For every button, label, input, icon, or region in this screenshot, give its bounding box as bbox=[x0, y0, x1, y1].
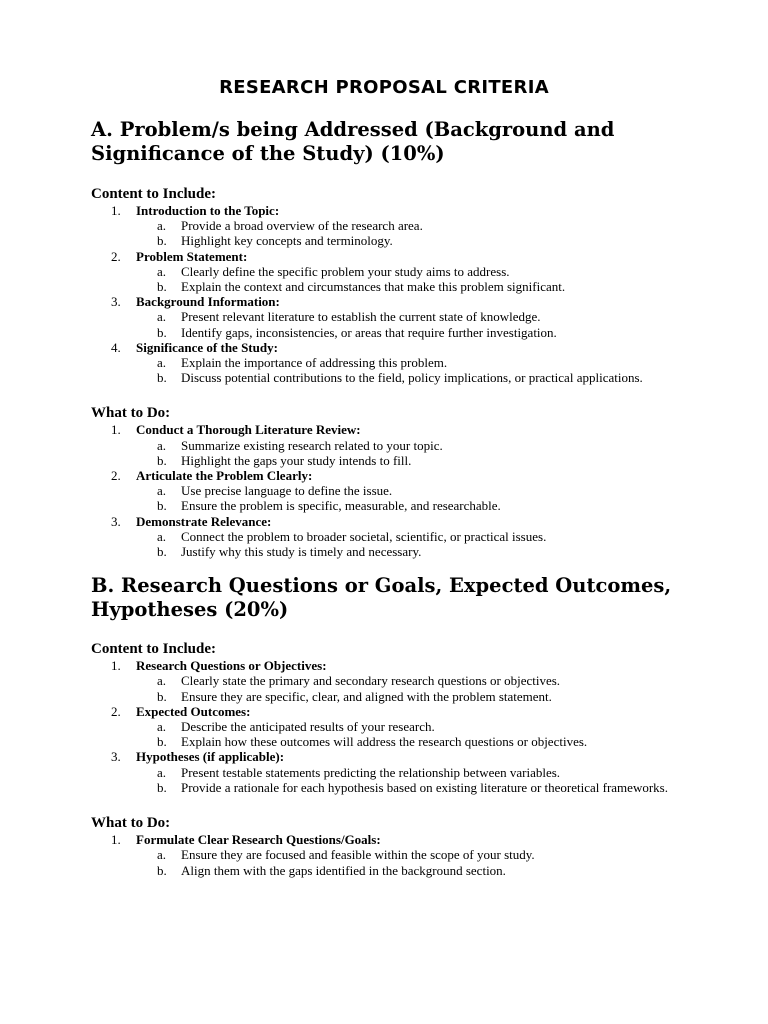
sub-list bbox=[136, 264, 691, 294]
sub-item bbox=[136, 498, 691, 513]
sub-letter: a. bbox=[157, 355, 167, 371]
section-a-todo-heading: What to Do: bbox=[91, 405, 171, 422]
item-number: 3. bbox=[111, 749, 121, 765]
sub-letter: a. bbox=[157, 218, 167, 234]
sub-letter: a. bbox=[157, 719, 167, 735]
list-item bbox=[91, 203, 691, 249]
sub-letter: a. bbox=[157, 437, 167, 453]
sub-text: Identify gaps, inconsistencies, or areas that require further investigation. bbox=[181, 324, 557, 340]
item-title: Conduct a Thorough Literature Review: bbox=[136, 422, 361, 438]
sub-letter: b. bbox=[157, 370, 167, 386]
sub-item bbox=[136, 233, 691, 248]
item-title: Problem Statement: bbox=[136, 248, 248, 264]
sub-letter: b. bbox=[157, 862, 167, 878]
sub-item bbox=[136, 734, 691, 749]
sub-item bbox=[136, 355, 691, 370]
sub-text: Provide a rationale for each hypothesis based on existing literature or theoretical frameworks. bbox=[181, 779, 668, 795]
list-item bbox=[91, 658, 691, 704]
list-item bbox=[91, 294, 691, 340]
item-number: 2. bbox=[111, 468, 121, 484]
sub-text: Ensure the problem is specific, measurable, and researchable. bbox=[181, 498, 501, 514]
sub-list bbox=[136, 218, 691, 248]
document-body bbox=[91, 118, 691, 878]
sub-letter: a. bbox=[157, 673, 167, 689]
item-title: Introduction to the Topic: bbox=[136, 203, 280, 218]
item-number: 2. bbox=[111, 703, 121, 719]
sub-letter: b. bbox=[157, 734, 167, 750]
item-title: Research Questions or Objectives: bbox=[136, 658, 327, 674]
sub-letter: b. bbox=[157, 544, 167, 560]
sub-letter: b. bbox=[157, 688, 167, 704]
list-item bbox=[91, 468, 691, 514]
sub-text: Explain the importance of addressing this problem. bbox=[181, 355, 448, 371]
sub-item bbox=[136, 780, 691, 795]
sub-item bbox=[136, 689, 691, 704]
sub-text: Present relevant literature to establish the current state of knowledge. bbox=[181, 309, 541, 325]
sub-letter: b. bbox=[157, 233, 167, 249]
list-item bbox=[91, 832, 691, 878]
item-number: 3. bbox=[111, 294, 121, 310]
sub-item bbox=[136, 719, 691, 734]
item-title: Formulate Clear Research Questions/Goals: bbox=[136, 832, 381, 848]
sub-list bbox=[136, 847, 691, 877]
sub-item bbox=[136, 544, 691, 559]
sub-letter: a. bbox=[157, 309, 167, 325]
section-b-content-list bbox=[91, 658, 691, 795]
item-number: 1. bbox=[111, 832, 121, 848]
list-item bbox=[91, 749, 691, 795]
item-number: 1. bbox=[111, 658, 121, 674]
sub-text: Align them with the gaps identified in the background section. bbox=[181, 862, 506, 878]
sub-item bbox=[136, 264, 691, 279]
sub-item bbox=[136, 863, 691, 878]
sub-list bbox=[136, 673, 691, 703]
section-b-heading: B. Research Questions or Goals, Expected Outcomes, Hypotheses (20%) bbox=[91, 574, 672, 622]
sub-text: Highlight the gaps your study intends to fill. bbox=[181, 452, 412, 468]
sub-text: Discuss potential contributions to the field, policy implications, or practical applications. bbox=[181, 370, 643, 386]
sub-list bbox=[136, 438, 691, 468]
list-item bbox=[91, 514, 691, 560]
sub-text: Connect the problem to broader societal, scientific, or practical issues. bbox=[181, 528, 547, 544]
item-number: 3. bbox=[111, 513, 121, 529]
sub-letter: b. bbox=[157, 324, 167, 340]
sub-letter: b. bbox=[157, 498, 167, 514]
sub-text: Use precise language to define the issue. bbox=[181, 483, 393, 499]
section-a-content-list bbox=[91, 203, 691, 385]
sub-item bbox=[136, 847, 691, 862]
sub-item bbox=[136, 325, 691, 340]
sub-text: Provide a broad overview of the research area. bbox=[181, 218, 423, 234]
sub-item bbox=[136, 218, 691, 233]
item-title: Background Information: bbox=[136, 294, 280, 310]
sub-item bbox=[136, 309, 691, 324]
sub-text: Clearly state the primary and secondary research questions or objectives. bbox=[181, 673, 561, 689]
sub-text: Describe the anticipated results of your research. bbox=[181, 719, 435, 735]
sub-text: Ensure they are focused and feasible within the scope of your study. bbox=[181, 847, 535, 863]
sub-list bbox=[136, 765, 691, 795]
section-b-content-heading: Content to Include: bbox=[91, 641, 217, 658]
sub-letter: b. bbox=[157, 279, 167, 295]
section-a-todo-list bbox=[91, 422, 691, 559]
document-title: RESEARCH PROPOSAL CRITERIA bbox=[219, 77, 549, 98]
item-number: 4. bbox=[111, 339, 121, 355]
sub-item bbox=[136, 673, 691, 688]
item-number: 2. bbox=[111, 248, 121, 264]
sub-letter: b. bbox=[157, 452, 167, 468]
sub-item bbox=[136, 370, 691, 385]
sub-text: Highlight key concepts and terminology. bbox=[181, 233, 393, 249]
item-title: Significance of the Study: bbox=[136, 339, 278, 355]
item-number: 1. bbox=[111, 422, 121, 438]
sub-text: Explain how these outcomes will address the research questions or objectives. bbox=[181, 734, 588, 750]
item-title: Hypotheses (if applicable): bbox=[136, 749, 285, 765]
sub-letter: a. bbox=[157, 528, 167, 544]
section-b-todo-list bbox=[91, 832, 691, 878]
sub-item bbox=[136, 279, 691, 294]
sub-list bbox=[136, 355, 691, 385]
sub-item bbox=[136, 765, 691, 780]
sub-list bbox=[136, 309, 691, 339]
item-title: Demonstrate Relevance: bbox=[136, 513, 272, 529]
sub-letter: a. bbox=[157, 263, 167, 279]
item-number: 1. bbox=[111, 203, 121, 218]
sub-item bbox=[136, 438, 691, 453]
section-b-todo-heading: What to Do: bbox=[91, 815, 171, 832]
sub-item bbox=[136, 529, 691, 544]
item-title: Expected Outcomes: bbox=[136, 703, 251, 719]
sub-text: Explain the context and circumstances that make this problem significant. bbox=[181, 279, 566, 295]
sub-list bbox=[136, 529, 691, 559]
sub-text: Clearly define the specific problem your study aims to address. bbox=[181, 263, 510, 279]
list-item bbox=[91, 422, 691, 468]
sub-text: Present testable statements predicting the relationship between variables. bbox=[181, 764, 561, 780]
sub-letter: a. bbox=[157, 483, 167, 499]
section-a-heading: A. Problem/s being Addressed (Background and Significance of the Study) (10%) bbox=[91, 118, 615, 165]
sub-text: Justify why this study is timely and necessary. bbox=[181, 544, 422, 560]
list-item bbox=[91, 340, 691, 386]
sub-letter: b. bbox=[157, 779, 167, 795]
sub-list bbox=[136, 719, 691, 749]
item-title: Articulate the Problem Clearly: bbox=[136, 468, 313, 484]
section-a-content-heading: Content to Include: bbox=[91, 186, 217, 202]
list-item bbox=[91, 704, 691, 750]
sub-text: Summarize existing research related to your topic. bbox=[181, 437, 443, 453]
sub-list bbox=[136, 483, 691, 513]
sub-item bbox=[136, 483, 691, 498]
list-item bbox=[91, 249, 691, 295]
sub-letter: a. bbox=[157, 764, 167, 780]
sub-item bbox=[136, 453, 691, 468]
sub-text: Ensure they are specific, clear, and aligned with the problem statement. bbox=[181, 688, 552, 704]
sub-letter: a. bbox=[157, 847, 167, 863]
